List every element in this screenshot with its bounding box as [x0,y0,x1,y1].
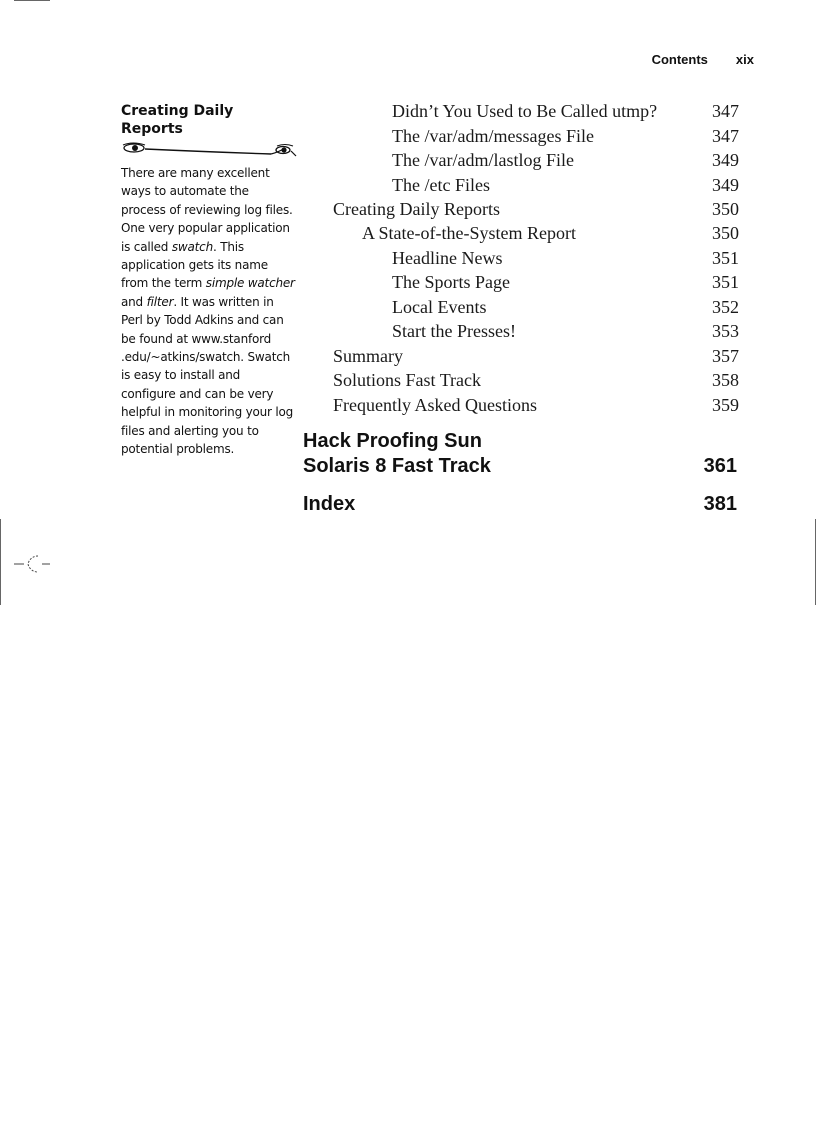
toc-entry-title: Solutions Fast Track [333,370,482,390]
running-head-page-number: xix [735,52,754,67]
toc-entry-page: 358 [712,370,739,390]
chapter-title: Index [303,493,356,515]
chapter-title: Solaris 8 Fast Track [303,455,491,477]
sidebar-body-text: . This application gets its name from the term [121,239,268,291]
sidebar-body-text: There are many excellent ways to automate the process of reviewing log files. One very popular application is called [121,166,293,254]
chapter-title: Hack Proofing Sun [303,430,482,452]
sidebar-title: Creating Daily Reports [121,103,234,137]
sidebar-body-text: and [121,294,147,309]
toc-entry-title: Local Events [392,297,487,317]
sidebar-body-text: . It was written in Perl by Todd Adkins and can be found at www.stanford .edu/~atkins/swatch. Swatch is easy to install and configure and can be very helpful in monitoring your log files and alerting you to potential problems. [121,294,294,457]
sidebar-term-simple-watcher: simple watcher [205,276,295,291]
sidebar-term-filter: filter [146,294,174,309]
crop-mark-top [14,0,50,1]
toc-entry-title: The /etc Files [392,175,490,195]
toc-entry-page: 351 [712,248,739,268]
toc-entry-page: 352 [712,297,739,317]
toc-entry-title: Headline News [392,248,503,268]
toc-entry-page: 350 [712,199,739,219]
toc-entry-title: The /var/adm/messages File [392,126,594,146]
toc-entry-page: 349 [712,175,739,195]
registration-mark-icon [14,552,52,576]
toc-entry-page: 359 [712,395,739,415]
running-head-section: Contents [651,52,708,67]
toc-entry-title: A State-of-the-System Report [362,223,576,243]
toc-entry-title: The /var/adm/lastlog File [392,150,574,170]
toc-entry-title: Frequently Asked Questions [333,395,537,415]
toc-entry-page: 350 [712,223,739,243]
toc-entry-title: Creating Daily Reports [333,199,500,219]
toc-entry-title: Summary [333,346,403,366]
sidebar-term-swatch: swatch [171,239,213,254]
chapter-page: 381 [703,493,737,515]
toc-entry-page: 353 [712,321,739,341]
toc-entry-title: Didn’t You Used to Be Called utmp? [392,101,658,121]
crop-mark-left [0,519,1,605]
running-head [652,52,754,67]
toc-entry-page: 357 [712,346,739,366]
toc-entry-page: 347 [712,101,739,121]
toc-entry-page: 351 [712,272,739,292]
toc-entry-page: 347 [712,126,739,146]
toc-entry-title: Start the Presses! [392,321,516,341]
toc-entry-title: The Sports Page [392,272,510,292]
toc-entry-page: 349 [712,150,739,170]
chapter-page: 361 [703,455,737,477]
